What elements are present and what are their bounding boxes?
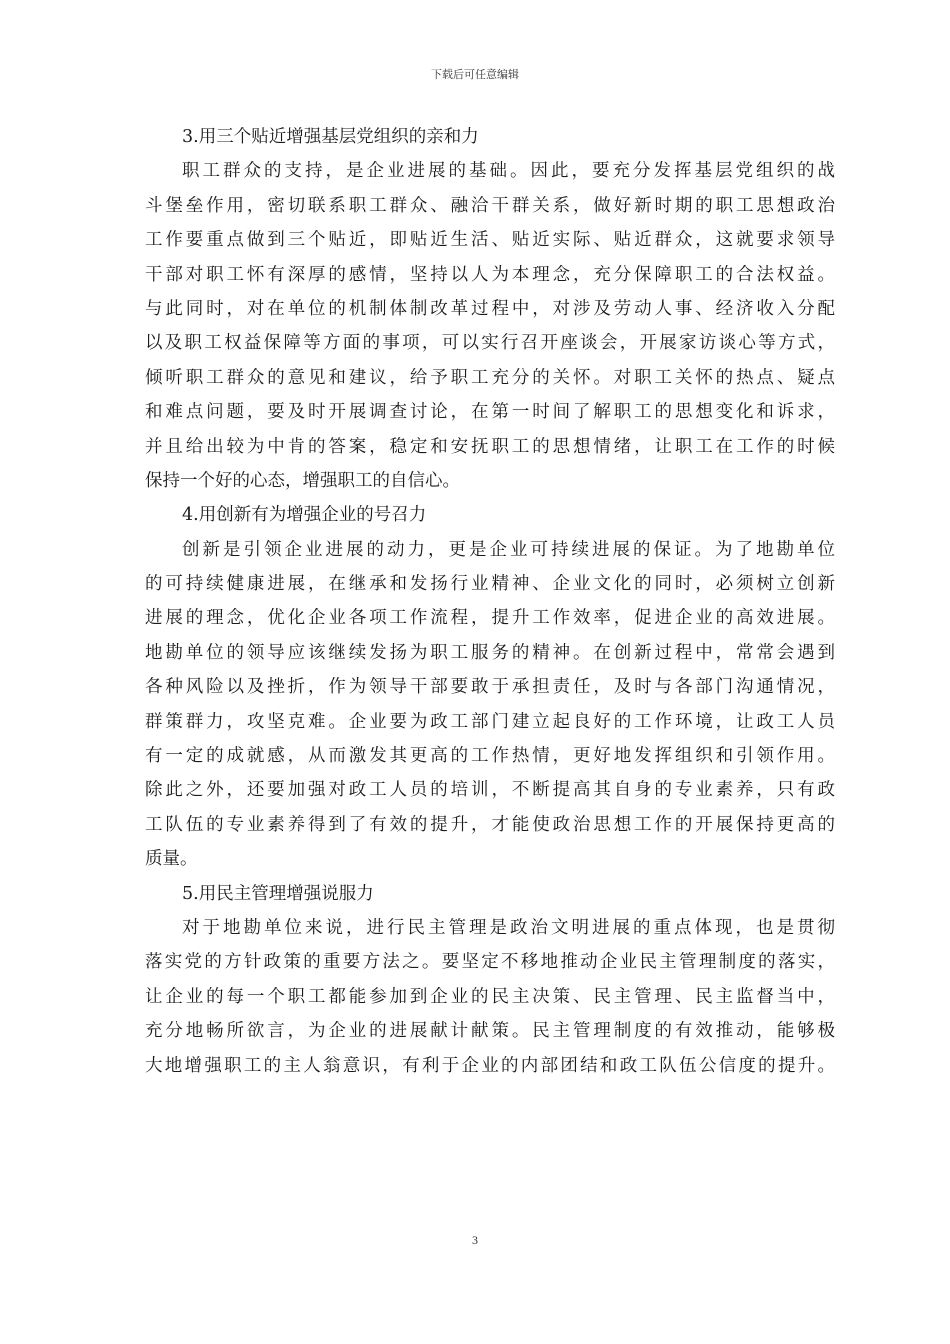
page-number: 3 xyxy=(472,1233,478,1247)
text-line: 地勘单位的领导应该继续发扬为职工服务的精神。在创新过程中，常常会遇到 xyxy=(145,642,835,663)
text-line: 让企业的每一个职工都能参加到企业的民主决策、民主管理、民主监督当中， xyxy=(145,986,835,1007)
page-header: 下载后可任意编辑 xyxy=(431,68,519,81)
text-line: 工作要重点做到三个贴近，即贴近生活、贴近实际、贴近群众，这就要求领导 xyxy=(145,230,835,251)
text-line: 与此同时，对在单位的机制体制改革过程中，对涉及劳动人事、经济收入分配 xyxy=(145,298,835,319)
text-line: 创新是引领企业进展的动力，更是企业可持续进展的保证。为了地勘单位 xyxy=(182,539,835,560)
document-body xyxy=(145,120,835,1083)
section-heading-3: 3.用三个贴近增强基层党组织的亲和力 xyxy=(182,127,479,147)
text-line: 群策群力，攻坚克难。企业要为政工部门建立起良好的工作环境，让政工人员 xyxy=(145,711,835,732)
text-line: 充分地畅所欲言，为企业的进展献计献策。民主管理制度的有效推动，能够极 xyxy=(145,1021,835,1042)
text-line: 各种风险以及挫折，作为领导干部要敢于承担责任，及时与各部门沟通情况， xyxy=(145,677,835,698)
text-line: 有一定的成就感，从而激发其更高的工作热情，更好地发挥组织和引领作用。 xyxy=(145,746,835,767)
text-line: 工队伍的专业素养得到了有效的提升，才能使政治思想工作的开展保持更高的 xyxy=(145,814,835,835)
text-line: 干部对职工怀有深厚的感情，坚持以人为本理念，充分保障职工的合法权益。 xyxy=(145,264,835,285)
text-line: 质量。 xyxy=(145,849,198,870)
section-heading-5: 5.用民主管理增强说服力 xyxy=(182,883,374,904)
text-line: 落实党的方针政策的重要方法之。要坚定不移地推动企业民主管理制度的落实， xyxy=(145,952,835,973)
text-line: 并且给出较为中肯的答案，稳定和安抚职工的思想情绪，让职工在工作的时候 xyxy=(145,436,835,457)
text-line: 保持一个好的心态，增强职工的自信心。 xyxy=(145,470,460,491)
text-line: 的可持续健康进展，在继承和发扬行业精神、企业文化的同时，必须树立创新 xyxy=(145,574,835,595)
text-line: 以及职工权益保障等方面的事项，可以实行召开座谈会，开展家访谈心等方式， xyxy=(145,333,835,354)
text-line: 斗堡垒作用，密切联系职工群众、融洽干群关系，做好新时期的职工思想政治 xyxy=(145,195,835,216)
text-line: 进展的理念，优化企业各项工作流程，提升工作效率，促进企业的高效进展。 xyxy=(145,608,835,629)
text-line: 大地增强职工的主人翁意识，有利于企业的内部团结和政工队伍公信度的提升。 xyxy=(145,1055,835,1076)
text-line: 对于地勘单位来说，进行民主管理是政治文明进展的重点体现，也是贯彻 xyxy=(182,917,835,938)
text-line: 和难点问题，要及时开展调查讨论，在第一时间了解职工的思想变化和诉求， xyxy=(145,402,835,423)
text-line: 除此之外，还要加强对政工人员的培训，不断提高其自身的专业素养，只有政 xyxy=(145,780,835,801)
section-heading-4: 4.用创新有为增强企业的号召力 xyxy=(182,505,427,526)
text-line: 倾听职工群众的意见和建议，给予职工充分的关怀。对职工关怀的热点、疑点 xyxy=(145,367,835,388)
text-line: 职工群众的支持，是企业进展的基础。因此，要充分发挥基层党组织的战 xyxy=(182,161,835,182)
